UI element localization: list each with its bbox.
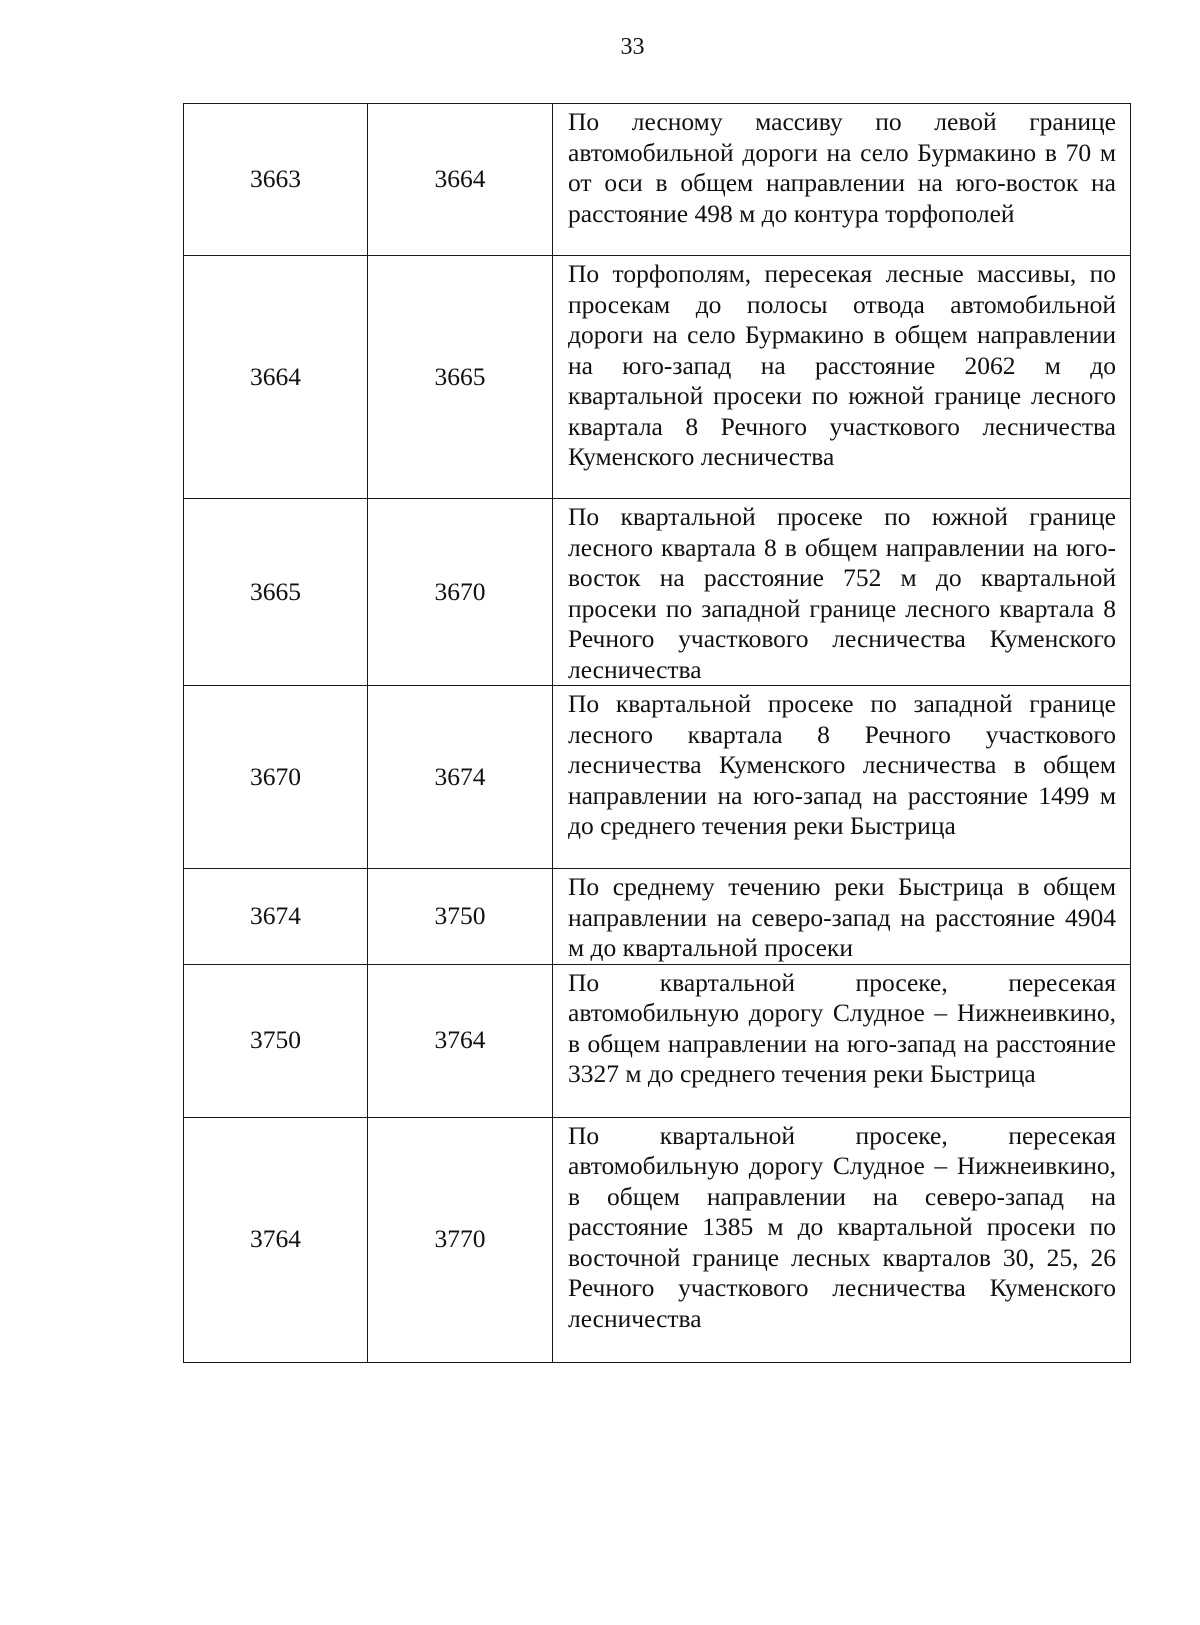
table-row	[184, 499, 1131, 686]
to-point-cell: 3665	[368, 256, 553, 499]
to-point-cell: 3664	[368, 104, 553, 256]
to-point-cell: 3764	[368, 964, 553, 1117]
boundary-table	[183, 103, 1131, 1363]
to-point-cell: 3670	[368, 499, 553, 686]
from-point-cell: 3664	[184, 256, 368, 499]
description-cell: По торфополям, пересекая лесные массивы, по просекам до полосы отвода автомобильной дороги на село Бурмакино в общем направлении на юго-запад на расстояние 2062 м до квартальной просеки по южной границе лесного квартала 8 Речного участкового лесничества Куменского лесничества	[553, 256, 1131, 499]
description-cell: По квартальной просеке, пересекая автомобильную дорогу Слудное – Нижнеивкино, в общем направлении на северо-запад на расстояние 1385 м до квартальной просеки по восточной границе лесных кварталов 30, 25, 26 Речного участкового лесничества Куменского лесничества	[553, 1117, 1131, 1362]
table-row	[184, 869, 1131, 965]
description-cell: По квартальной просеке, пересекая автомобильную дорогу Слудное – Нижнеивкино, в общем направлении на юго-запад на расстояние 3327 м до среднего течения реки Быстрица	[553, 964, 1131, 1117]
from-point-cell: 3764	[184, 1117, 368, 1362]
description-cell: По среднему течению реки Быстрица в общем направлении на северо-запад на расстояние 4904 м до квартальной просеки	[553, 869, 1131, 965]
table-row	[184, 256, 1131, 499]
table-row	[184, 1117, 1131, 1362]
from-point-cell: 3750	[184, 964, 368, 1117]
from-point-cell: 3674	[184, 869, 368, 965]
description-cell: По квартальной просеке по западной границе лесного квартала 8 Речного участкового лесничества Куменского лесничества в общем направлении на юго-запад на расстояние 1499 м до среднего течения реки Быстрица	[553, 686, 1131, 869]
table-row	[184, 964, 1131, 1117]
to-point-cell: 3674	[368, 686, 553, 869]
table-row	[184, 686, 1131, 869]
table-row	[184, 104, 1131, 256]
from-point-cell: 3665	[184, 499, 368, 686]
description-cell: По квартальной просеке по южной границе лесного квартала 8 в общем направлении на юго-восток на расстояние 752 м до квартальной просеки по западной границе лесного квартала 8 Речного участкового лесничества Куменского лесничества	[553, 499, 1131, 686]
to-point-cell: 3770	[368, 1117, 553, 1362]
page-number: 33	[620, 34, 645, 60]
from-point-cell: 3670	[184, 686, 368, 869]
to-point-cell: 3750	[368, 869, 553, 965]
description-cell: По лесному массиву по левой границе автомобильной дороги на село Бурмакино в 70 м от оси в общем направлении на юго-восток на расстояние 498 м до контура торфополей	[553, 104, 1131, 256]
from-point-cell: 3663	[184, 104, 368, 256]
